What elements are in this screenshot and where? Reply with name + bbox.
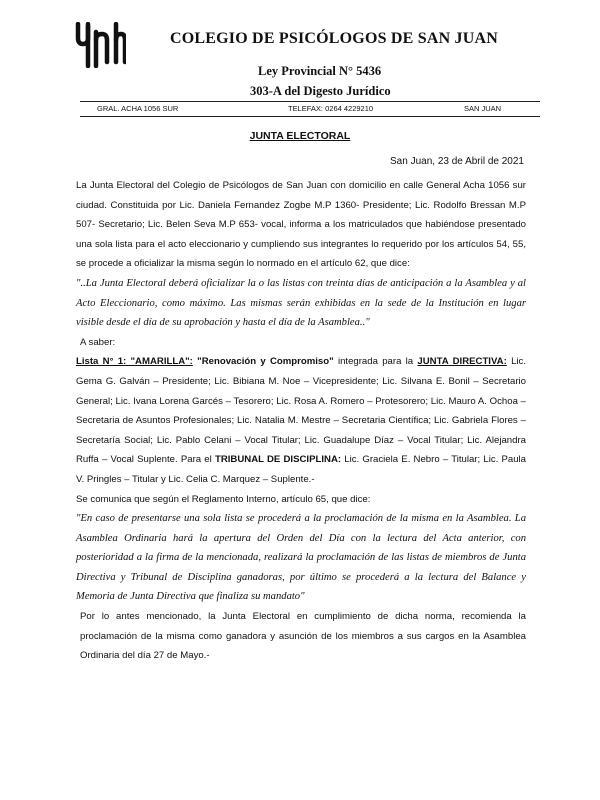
- lista-integrada-text: integrada para la: [333, 356, 418, 368]
- a-saber-label: A saber:: [80, 336, 116, 348]
- lista-name: "Renovación y Compromiso": [197, 356, 334, 368]
- lista-paragraph: [76, 352, 526, 489]
- document-date: San Juan, 23 de Abril de 2021: [390, 156, 524, 167]
- lista-label: Lista N° 1: "AMARILLA":: [76, 356, 193, 368]
- law-reference: Ley Provincial N° 5436: [258, 64, 382, 78]
- tribunal-label: TRIBUNAL DE DISCIPLINA:: [214, 454, 342, 466]
- college-logo-icon: [74, 22, 126, 68]
- junta-directiva-label: JUNTA DIRECTIVA:: [417, 356, 507, 368]
- document-heading: JUNTA ELECTORAL: [249, 130, 351, 142]
- article-62-quote: "..La Junta Electoral deberá oficializar la o las listas con treinta días de anticipación a la Asamblea y al Acto Eleccionario, como máximo. Las mismas serán exhibidas en la sede de la Institución en lugar visible desde el día de su aprobación y hasta el día de la Asamblea..": [76, 277, 526, 329]
- phone-text: TELEFAX: 0264 4229210: [288, 104, 374, 113]
- digest-reference: 303-A del Digesto Jurídico: [250, 84, 391, 98]
- article-65-quote: "En caso de presentarse una sola lista se procederá a la proclamación de la misma en la Asamblea. La Asamblea Ordinaria hará la apertura del Orden del Día con la lectura del Acta anterior, con posterioridad a la firma de la mencionada, realizará la proclamación de las listas de miembros de Junta Directiva y Tribunal de Disciplina ganadoras, por último se procederá a la lectura del Balance y Memoria de Junta Directiva que finaliza su mandato": [76, 513, 526, 603]
- reglamento-paragraph: Se comunica que según el Reglamento Interno, artículo 65, que dice:: [76, 493, 371, 505]
- document-body: [76, 176, 526, 666]
- lista-members-text: Lic. Gema G. Galván – Presidente; Lic. Bibiana M. Noe – Vicepresidente; Lic. Silvana E. Bonil – Secretario General; Lic. Ivana Lorena Garcés – Tesorero; Lic. Rosa A. Romero – Protesorero; Lic. Mauro A. Ochoa – Secretaria de Asuntos Profesionales; Lic. Natalia M. Mestre – Secretaria Científica; Lic. Gabriela Flores – Secretaría Social; Lic. Pablo Celani – Vocal Titular; Lic. Guadalupe Díaz – Vocal Titular; Lic. Alejandra Ruffa – Vocal Suplente. Para el: [76, 356, 526, 466]
- organization-title: COLEGIO DE PSICÓLOGOS DE SAN JUAN: [170, 30, 498, 47]
- contact-bar: [80, 101, 540, 117]
- tribunal-members-text: Lic. Graciela E. Nebro – Titular; Lic. Paula V. Pringles – Titular y Lic. Celia C. Marquez – Suplente.-: [76, 454, 527, 485]
- city-text: SAN JUAN: [464, 104, 502, 113]
- intro-paragraph: La Junta Electoral del Colegio de Psicólogos de San Juan con domicilio en calle General Acha 1056 sur ciudad. Constituida por Lic. Daniela Fernandez Zogbe M.P 1360- Presidente; Lic. Rodolfo Bressan M.P 507- Secretario; Lic. Belen Seva M.P 653- vocal, informa a los matriculados que habiéndose presentado una sola lista para el acto eleccionario y cumpliendo sus integrantes lo requerido por los artículos 54, 55, se procede a oficializar la misma según lo normado en el artículo 62, que dice:: [76, 180, 526, 270]
- address-text: GRAL. ACHA 1056 SUR: [97, 104, 179, 113]
- closing-paragraph: Por lo antes mencionado, la Junta Electoral en cumplimiento de dicha norma, recomienda la proclamación de la misma como ganadora y asunción de los miembros a sus cargos en la Asamblea Ordinaria del día 27 de Mayo.-: [80, 611, 526, 662]
